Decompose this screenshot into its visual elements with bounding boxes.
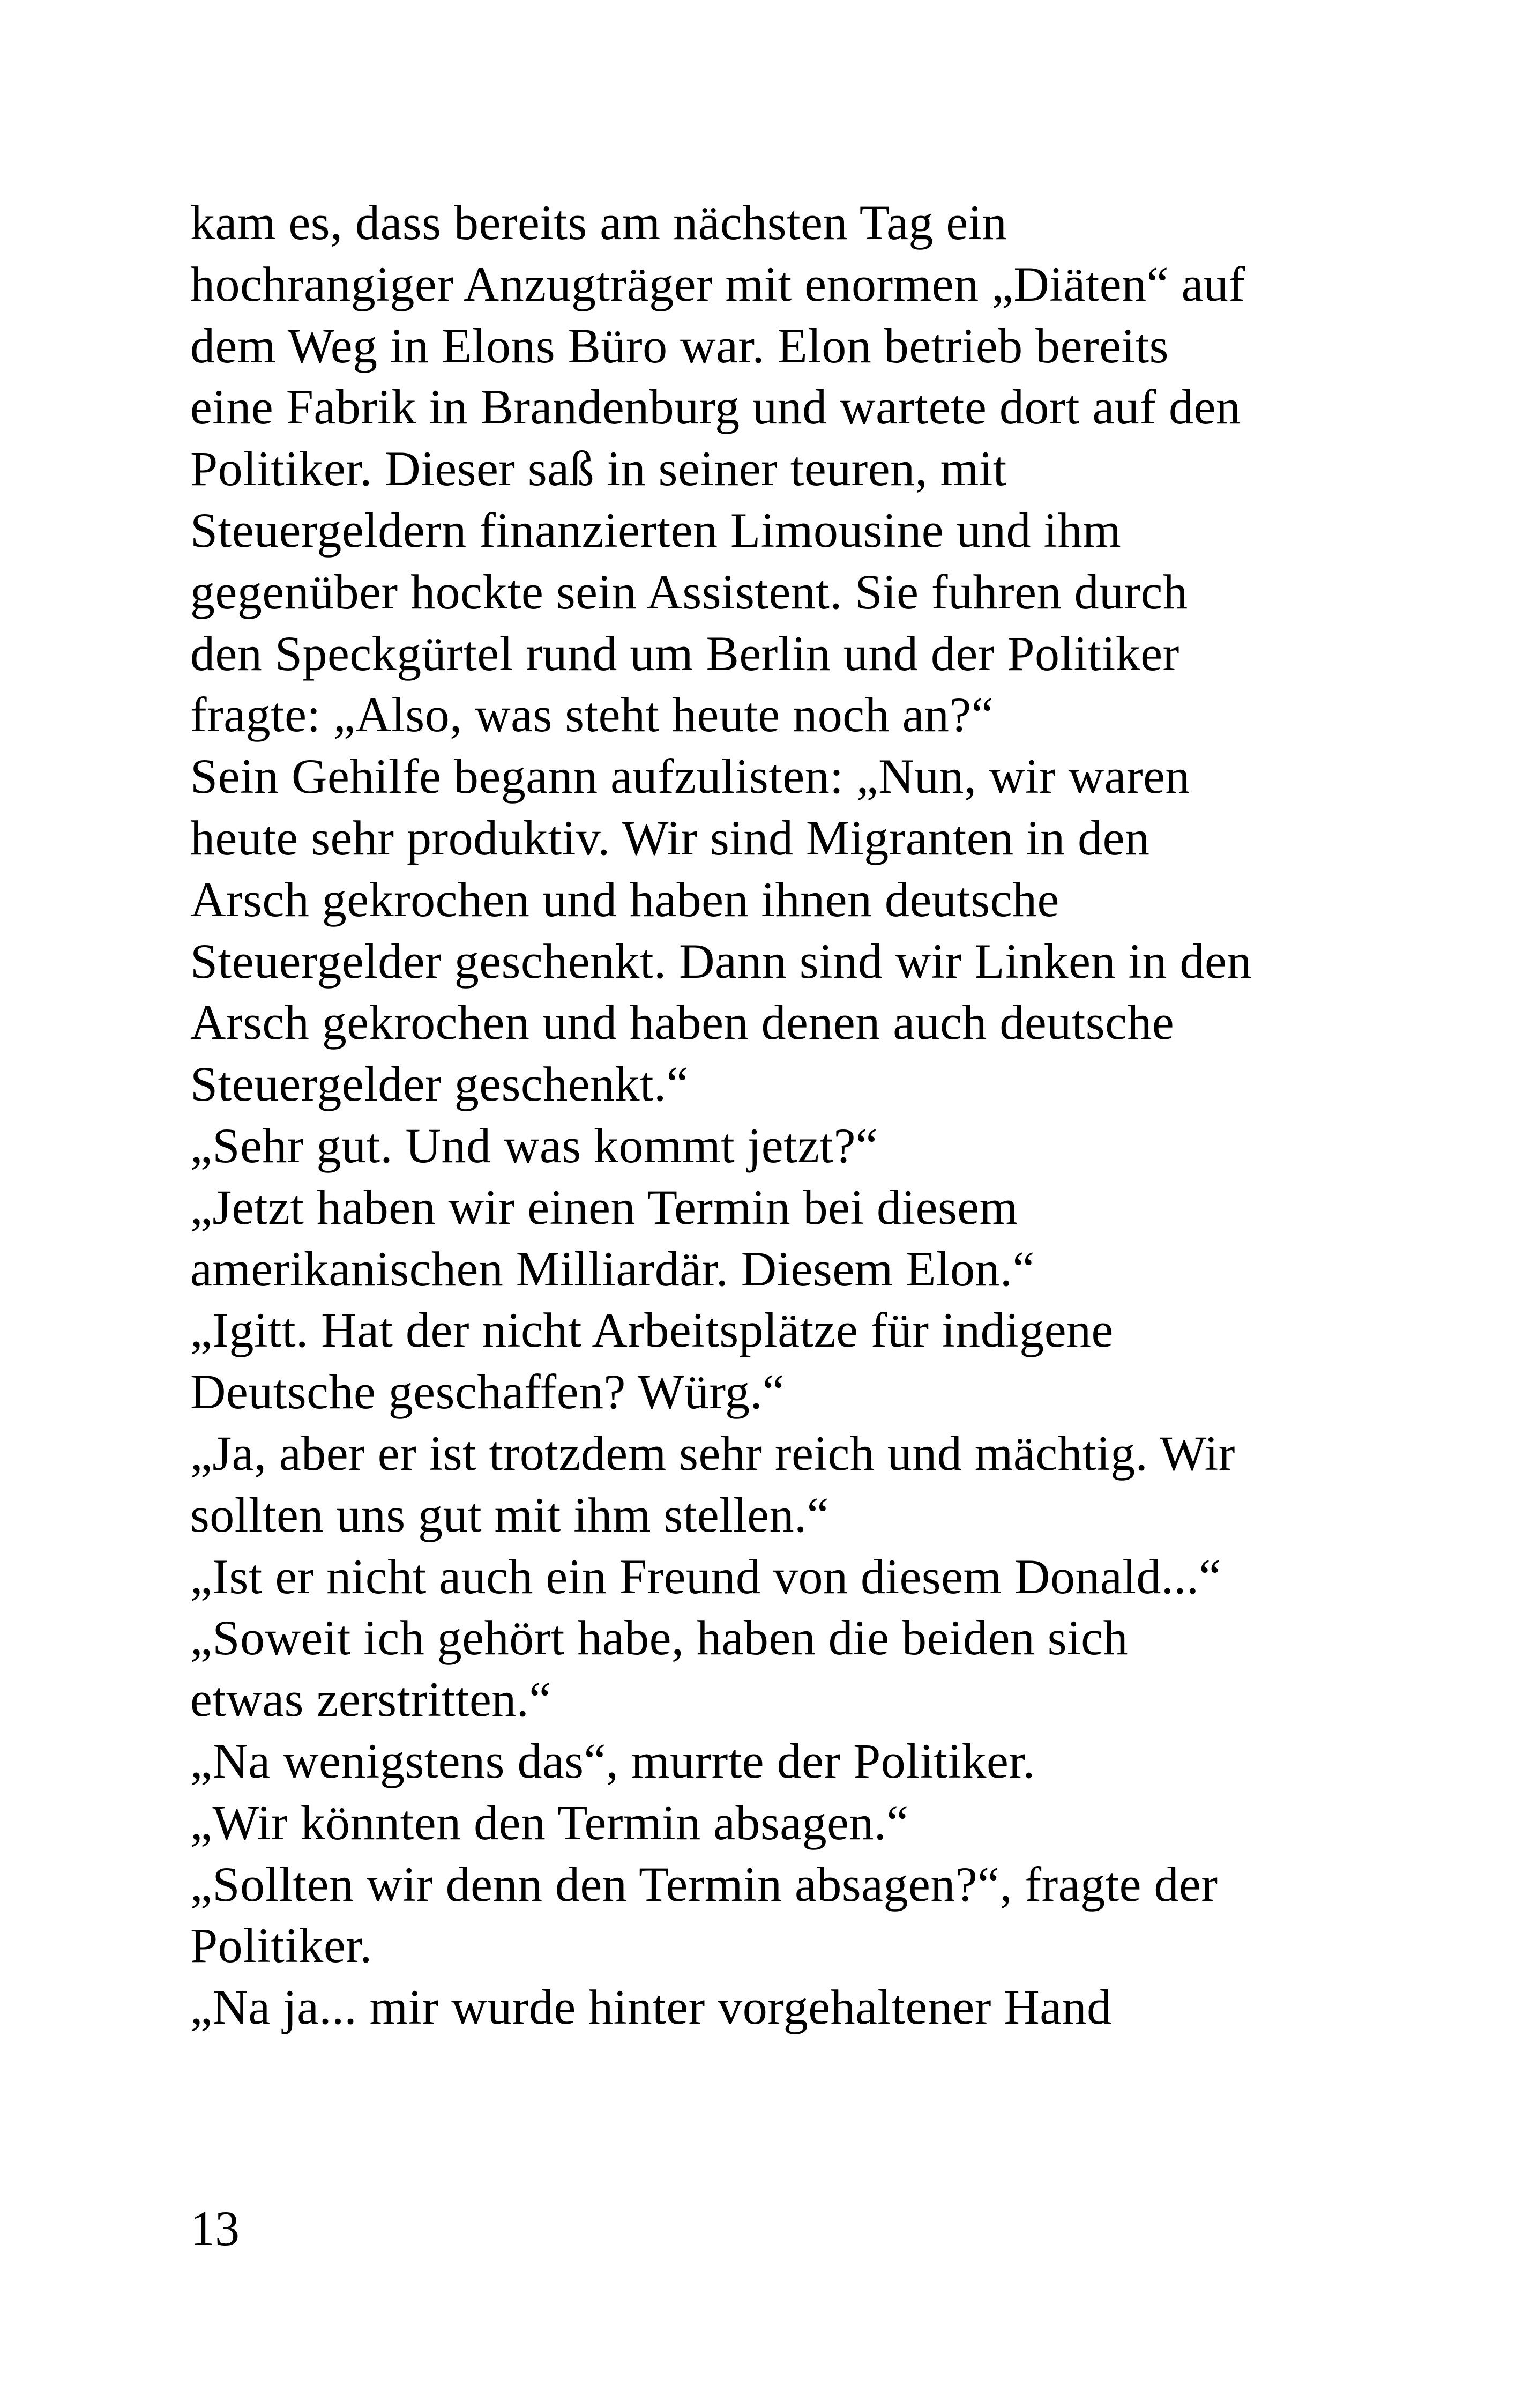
text-line: „Jetzt haben wir einen Termin bei diesem	[190, 1179, 1018, 1235]
text-line: „Ja, aber er ist trotzdem sehr reich und mächtig. Wir	[190, 1425, 1235, 1481]
text-line: „Sollten wir denn den Termin absagen?“, fragte der	[190, 1856, 1218, 1912]
text-line: heute sehr produktiv. Wir sind Migranten in den	[190, 810, 1150, 865]
text-line: etwas zerstritten.“	[190, 1672, 551, 1727]
text-line: Arsch gekrochen und haben ihnen deutsche	[190, 872, 1059, 927]
text-line: gegenüber hockte sein Assistent. Sie fuhren durch	[190, 564, 1188, 619]
text-line: Sein Gehilfe begann aufzulisten: „Nun, wir waren	[190, 749, 1190, 804]
text-line: Politiker. Dieser saß in seiner teuren, mit	[190, 441, 1007, 496]
text-line: hochrangiger Anzugträger mit enormen „Diäten“ auf	[190, 256, 1245, 311]
text-line: Steuergelder geschenkt. Dann sind wir Linken in den	[190, 933, 1252, 989]
text-line: Steuergelder geschenkt.“	[190, 1057, 689, 1112]
text-line: Arsch gekrochen und haben denen auch deutsche	[190, 995, 1175, 1050]
text-line: dem Weg in Elons Büro war. Elon betrieb bereits	[190, 318, 1169, 373]
text-line: sollten uns gut mit ihm stellen.“	[190, 1487, 829, 1542]
text-line: amerikanischen Milliardär. Diesem Elon.“	[190, 1241, 1035, 1296]
text-line: „Soweit ich gehört habe, haben die beiden sich	[190, 1610, 1128, 1666]
text-line: „Wir könnten den Termin absagen.“	[190, 1795, 909, 1850]
page-number: 13	[190, 2201, 240, 2256]
text-line: „Ist er nicht auch ein Freund von diesem Donald...“	[190, 1549, 1221, 1604]
text-line: „Sehr gut. Und was kommt jetzt?“	[190, 1118, 878, 1173]
text-line: „Igitt. Hat der nicht Arbeitsplätze für indigene	[190, 1303, 1114, 1358]
page-body-text	[190, 192, 1369, 2038]
text-line: „Na wenigstens das“, murrte der Politiker.	[190, 1733, 1035, 1788]
text-line: kam es, dass bereits am nächsten Tag ein	[190, 195, 1007, 250]
text-line: Steuergeldern finanzierten Limousine und ihm	[190, 502, 1122, 558]
text-line: eine Fabrik in Brandenburg und wartete dort auf den	[190, 380, 1241, 435]
text-line: Politiker.	[190, 1918, 372, 1973]
text-line: fragte: „Also, was steht heute noch an?“	[190, 687, 994, 742]
text-line: Deutsche geschaffen? Würg.“	[190, 1364, 785, 1419]
text-line: den Speckgürtel rund um Berlin und der Politiker	[190, 626, 1179, 681]
text-line: „Na ja... mir wurde hinter vorgehaltener Hand	[190, 1980, 1112, 2035]
